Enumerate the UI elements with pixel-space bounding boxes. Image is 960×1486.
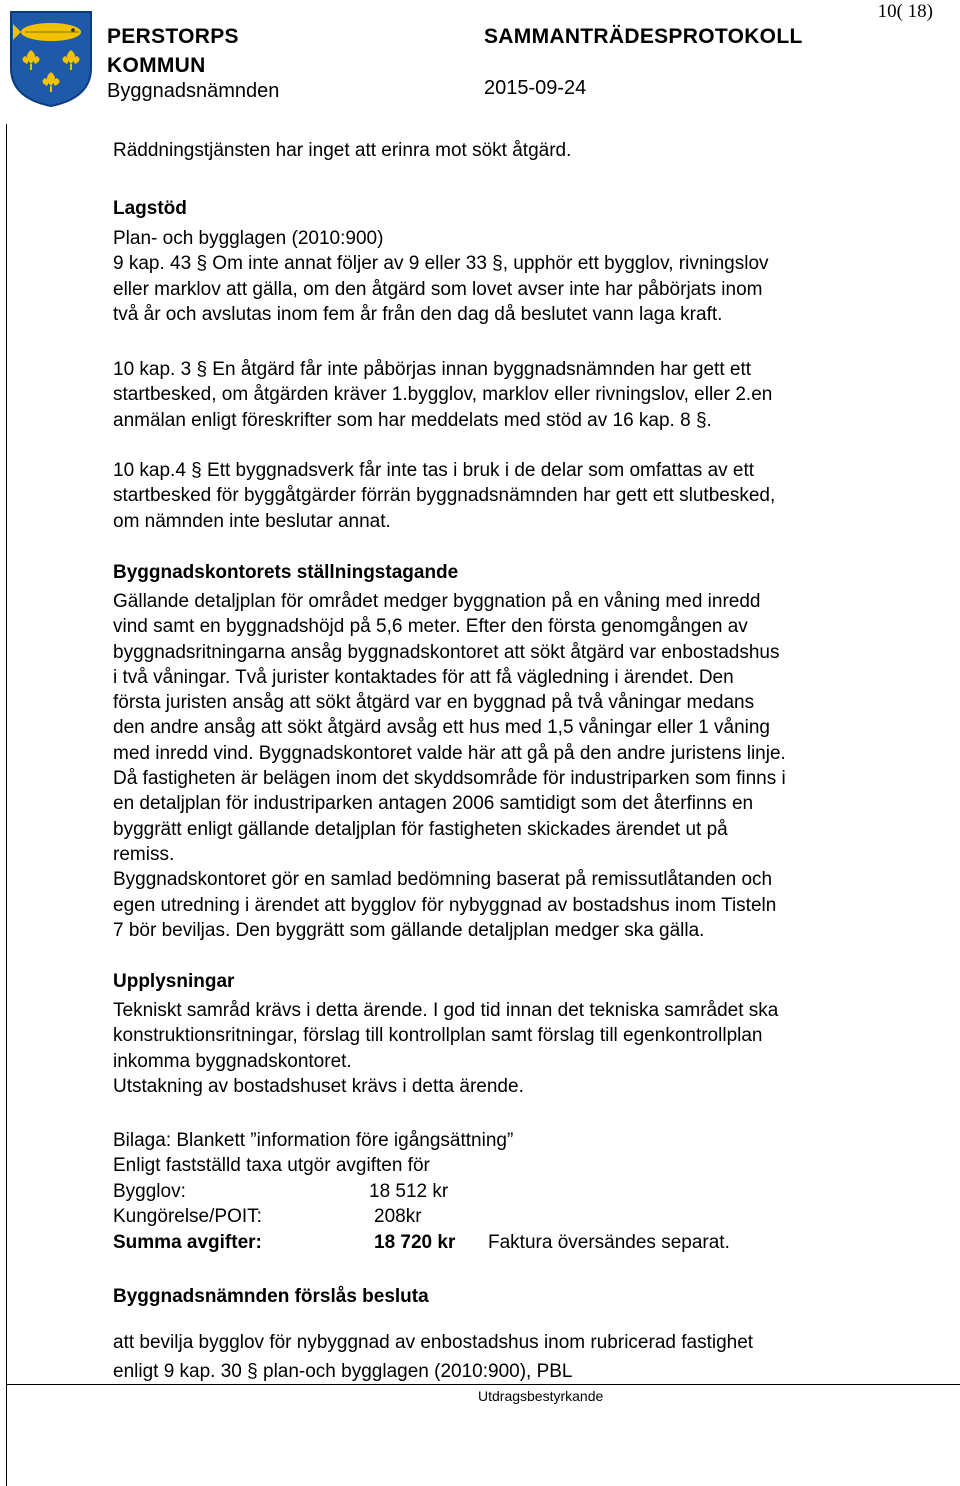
- text-line: byggnadsritningarna ansåg byggnadskontoret att sökt åtgärd var enbostadshus: [113, 641, 780, 663]
- coat-of-arms-icon: [9, 10, 93, 108]
- department-name: Byggnadsnämnden: [107, 80, 280, 102]
- text-line: 9 kap. 43 § Om inte annat följer av 9 eller 33 §, upphör ett bygglov, rivningslov: [113, 253, 769, 275]
- text-line: enligt 9 kap. 30 § plan-och bygglagen (2010:900), PBL: [113, 1361, 573, 1382]
- stallningstagande-block: [113, 589, 913, 943]
- fee-kungorelse-value: 208kr: [374, 1206, 422, 1227]
- text-line: två år och avslutas inom fem år från den dag då beslutet vann laga kraft.: [113, 303, 723, 325]
- text-line: egen utredning i ärendet att bygglov för nybyggnad av bostadshus inom Tisteln: [113, 894, 777, 916]
- upplysningar-block: [113, 998, 913, 1099]
- text-line: att bevilja bygglov för nybyggnad av enbostadshus inom rubricerad fastighet: [113, 1332, 754, 1353]
- text-line: konstruktionsritningar, förslag till kontrollplan samt förslag till egenkontrollplan: [113, 1025, 763, 1047]
- text-line: 10 kap. 3 § En åtgärd får inte påbörjas innan byggnadsnämnden har gett ett: [113, 359, 752, 380]
- page-number: 10( 18): [877, 1, 933, 22]
- text-line: 10 kap.4 § Ett byggnadsverk får inte tas i bruk i de delar som omfattas av ett: [113, 460, 755, 481]
- footer-rule: [6, 1384, 960, 1385]
- fee-summa-note: Faktura översändes separat.: [488, 1232, 730, 1253]
- document-type: SAMMANTRÄDESPROTOKOLL: [484, 25, 803, 48]
- fee-summa-value: 18 720 kr: [374, 1232, 456, 1253]
- fee-summa-label: Summa avgifter:: [113, 1232, 262, 1253]
- text-line: Gällande detaljplan för området medger byggnation på en våning med inredd: [113, 591, 761, 612]
- text-line: den andre ansåg att sökt åtgärd avsåg ett hus med 1,5 våningar eller 1 våning: [113, 717, 770, 739]
- municipality-name-line2: KOMMUN: [107, 54, 206, 77]
- fee-bygglov-value: 18 512 kr: [369, 1181, 449, 1202]
- text-line: Utstakning av bostadshuset krävs i detta ärende.: [113, 1075, 524, 1097]
- text-line: vind samt en byggnadshöjd på 5,6 meter. Efter den första genomgången av: [113, 616, 748, 638]
- bilaga-block: [113, 1128, 913, 1179]
- heading-stallningstagande: Byggnadskontorets ställningstagande: [113, 562, 459, 583]
- municipality-logo: [9, 10, 93, 108]
- text-line: 7 bör beviljas. Den byggrätt som gällande detaljplan medger ska gälla.: [113, 919, 705, 941]
- lagstod-block: [113, 226, 913, 327]
- text-line: Då fastigheten är belägen inom det skyddsområde för industriparken som finns i: [113, 768, 786, 790]
- fee-kungorelse-label: Kungörelse/POIT:: [113, 1206, 262, 1227]
- meeting-date: 2015-09-24: [484, 77, 587, 99]
- text-line: Plan- och bygglagen (2010:900): [113, 228, 384, 249]
- text-line: startbesked för byggåtgärder förrän byggnadsnämnden har gett ett slutbesked,: [113, 485, 776, 507]
- text-line: Enligt fastställd taxa utgör avgiften för: [113, 1155, 430, 1177]
- heading-beslut: Byggnadsnämnden förslås besluta: [113, 1286, 429, 1307]
- text-line: remiss.: [113, 843, 175, 865]
- kap10-4-block: [113, 458, 913, 534]
- text-line: anmälan enligt föreskrifter som har meddelats med stöd av 16 kap. 8 §.: [113, 409, 712, 431]
- text-line: Bilaga: Blankett ”information före igångsättning”: [113, 1130, 514, 1151]
- text-line: Tekniskt samråd krävs i detta ärende. I god tid innan det tekniska samrådet ska: [113, 1000, 779, 1021]
- fee-bygglov-label: Bygglov:: [113, 1181, 186, 1202]
- text-line: med inredd vind. Byggnadskontoret valde här att gå på den andre juristens linje.: [113, 742, 786, 764]
- left-margin-rule: [6, 124, 7, 1486]
- text-line: inkomma byggnadskontoret.: [113, 1050, 352, 1072]
- text-line: om nämnden inte beslutar annat.: [113, 510, 391, 532]
- text-line: i två våningar. Två jurister kontaktades för att få vägledning i ärendet. Den: [113, 666, 734, 688]
- text-line: Byggnadskontoret gör en samlad bedömning baserat på remissutlåtanden och: [113, 869, 773, 891]
- heading-upplysningar: Upplysningar: [113, 971, 235, 992]
- text-line: byggrätt enligt gällande detaljplan för fastigheten skickades ärendet ut på: [113, 818, 728, 840]
- text-line: eller marklov att gälla, om den åtgärd som lovet avser inte har påbörjats inom: [113, 278, 763, 300]
- municipality-name-line1: PERSTORPS: [107, 25, 239, 48]
- text-line: första juristen ansåg att sökt åtgärd var en byggnad på två våningar medans: [113, 692, 755, 714]
- text-line: en detaljplan för industriparken antagen 2006 samtidigt som det återfinns en: [113, 793, 754, 815]
- kap10-3-block: [113, 357, 913, 433]
- heading-lagstod: Lagstöd: [113, 198, 187, 219]
- raddning-paragraph: Räddningstjänsten har inget att erinra mot sökt åtgärd.: [113, 140, 572, 161]
- beslut-block: [113, 1328, 913, 1386]
- text-line: startbesked, om åtgärden kräver 1.bygglov, marklov eller rivningslov, eller 2.en: [113, 384, 773, 406]
- footer-utdragsbestyrkande: Utdragsbestyrkande: [478, 1388, 604, 1404]
